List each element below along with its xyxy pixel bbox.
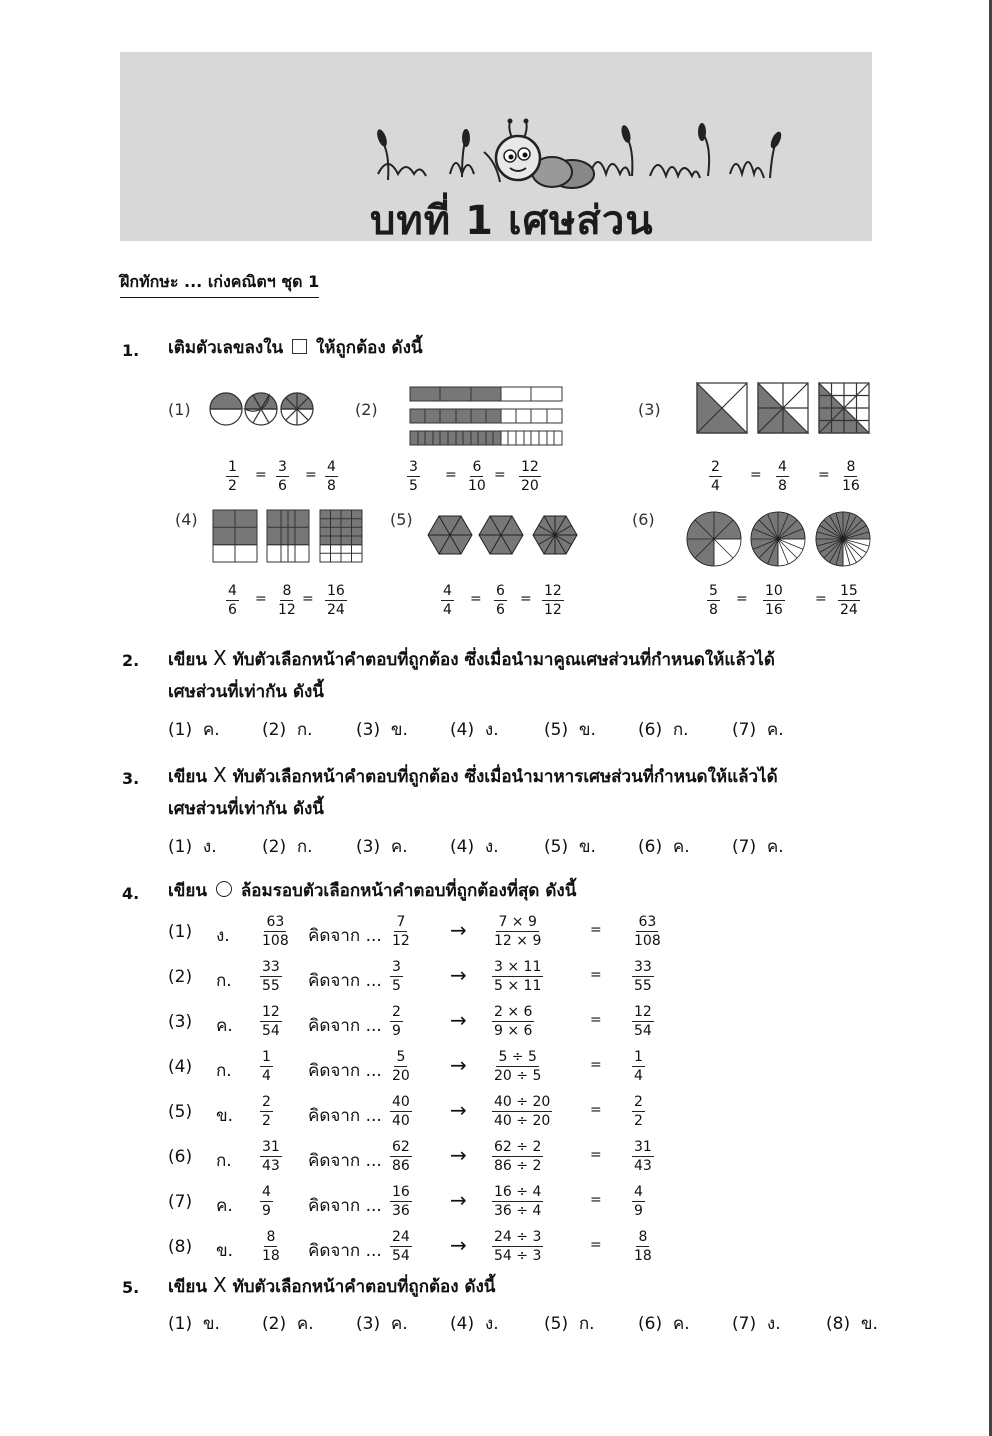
q1-fraction [542,583,564,618]
numerator: 10 [765,583,783,599]
q1-fraction [325,583,347,618]
numerator: 4 [228,583,237,599]
numerator: 4 [634,1184,643,1200]
equals-sign: = [750,467,762,483]
denominator: 5 [392,978,401,994]
equals-sign: = [590,1237,602,1253]
denominator: 54 [392,1248,410,1264]
denominator: 2 [228,478,237,494]
q4-row [168,1094,688,1134]
answer-item: (1) ข. [168,1314,220,1334]
equals-sign: = [494,467,506,483]
numerator: 3 [409,459,418,475]
exercise-subtitle: ฝึกทักษะ ... เก่งคณิตฯ ชุด 1 [120,270,319,298]
fraction-squares-icon [697,383,869,433]
numerator: 1 [262,1049,271,1065]
answer-item: (2) ค. [262,1314,314,1334]
numerator: 24 [392,1229,410,1245]
equals-sign: = [818,467,830,483]
equals-sign: = [305,467,317,483]
denominator: 54 [634,1023,652,1039]
numerator: 2 [262,1094,271,1110]
q3-line1: เขียน X ทับตัวเลือกหน้าคำตอบที่ถูกต้อง ซึ่งเมื่อนำมาหารเศษส่วนที่กำหนดให้แล้วได้ [168,763,778,787]
numerator: 33 [262,959,280,975]
numerator: 12 [262,1004,280,1020]
given-fraction [260,959,282,994]
given-fraction [260,1184,273,1219]
source-fraction [390,914,412,949]
denominator: 5 [409,478,418,494]
chapter-name: เศษส่วน [507,198,654,244]
answer-item: (7) ค. [732,720,784,740]
denominator: 36 ÷ 4 [494,1203,542,1219]
result-fraction [632,914,663,949]
row-choice: ก. [216,1061,232,1081]
numerator: 31 [262,1139,280,1155]
numerator: 5 [709,583,718,599]
denominator: 4 [262,1068,271,1084]
numerator: 24 ÷ 3 [494,1229,542,1245]
chapter-word: บทที่ [370,198,452,244]
answer-item: (6) ค. [638,1314,690,1334]
result-fraction [632,1004,654,1039]
given-fraction [260,1094,273,1129]
think-from-label: คิดจาก ... [308,1151,382,1171]
denominator: 16 [765,602,783,618]
chapter-number: 1 [465,198,494,244]
denominator: 12 [544,602,562,618]
arrow-icon: → [450,1143,467,1167]
answer-item: (4) ง. [450,837,499,857]
answer-item: (4) ง. [450,720,499,740]
numerator: 16 ÷ 4 [494,1184,542,1200]
denominator: 55 [634,978,652,994]
denominator: 36 [392,1203,410,1219]
answer-item: (3) ค. [356,1314,408,1334]
numerator: 33 [634,959,652,975]
q1-fraction [838,583,860,618]
denominator: 5 × 11 [494,978,542,994]
q1-fraction [519,459,541,494]
denominator: 9 [392,1023,401,1039]
given-fraction [260,1004,282,1039]
numerator: 12 [521,459,539,475]
denominator: 12 [278,602,296,618]
answer-item: (3) ข. [356,720,408,740]
answer-item: (6) ก. [638,720,689,740]
arrow-icon: → [450,1188,467,1212]
q1-fraction [276,583,298,618]
think-from-label: คิดจาก ... [308,1016,382,1036]
denominator: 6 [496,602,505,618]
numerator: 12 [544,583,562,599]
q4-row [168,1139,688,1179]
row-choice: ค. [216,1196,233,1216]
numerator: 8 [638,1229,648,1245]
row-label: (8) [168,1237,193,1257]
denominator: 12 × 9 [494,933,542,949]
think-from-label: คิดจาก ... [308,1241,382,1261]
q1-item-label: (1) [168,400,191,419]
numerator: 16 [327,583,345,599]
answer-item: (7) ง. [732,1314,781,1334]
q5-number: 5. [122,1278,140,1297]
operation-fraction [492,1184,543,1219]
denominator: 54 [262,1023,280,1039]
denominator: 8 [327,478,336,494]
operation-fraction [492,1094,552,1129]
q2-number: 2. [122,651,140,670]
q1-item-label: (6) [632,510,655,529]
q1-number: 1. [122,341,140,360]
x-mark-icon: X [212,1273,227,1297]
q1-fraction [226,583,239,618]
q5-answers [168,1310,920,1337]
denominator: 20 [521,478,539,494]
equals-sign: = [590,1147,602,1163]
source-fraction [390,1049,412,1084]
numerator: 40 ÷ 20 [494,1094,551,1110]
answer-item: (7) ค. [732,837,784,857]
q2-line2: เศษส่วนที่เท่ากัน ดังนี้ [168,682,324,702]
q1-text: เติมตัวเลขลงใน ให้ถูกต้อง ดังนี้ [168,338,423,358]
equals-sign: = [302,591,314,607]
equals-sign: = [590,1012,602,1028]
equals-sign: = [445,467,457,483]
q1-item-label: (4) [175,510,198,529]
q1-fraction [494,583,507,618]
numerator: 3 × 11 [494,959,542,975]
q1-fraction [276,459,289,494]
numerator: 2 × 6 [494,1004,533,1020]
denominator: 40 [392,1113,410,1129]
denominator: 9 × 6 [494,1023,533,1039]
q1-fraction [441,583,454,618]
row-choice: ข. [216,1106,234,1126]
fraction-grids-icon [213,510,362,562]
operation-fraction [492,914,543,949]
numerator: 2 [392,1004,401,1020]
numerator: 1 [228,459,237,475]
numerator: 16 [392,1184,410,1200]
numerator: 7 × 9 [498,914,537,930]
q1-fraction [707,583,720,618]
result-fraction [632,1229,654,1264]
denominator: 9 [262,1203,271,1219]
numerator: 8 [266,1229,276,1245]
q4-row [168,1229,688,1269]
denominator: 10 [468,478,486,494]
source-fraction [390,1184,412,1219]
q4-row [168,914,688,954]
numerator: 8 [846,459,856,475]
source-fraction [390,1139,412,1174]
denominator: 55 [262,978,280,994]
denominator: 108 [634,933,661,949]
denominator: 86 [392,1158,410,1174]
denominator: 12 [392,933,410,949]
row-label: (1) [168,922,193,942]
numerator: 1 [634,1049,643,1065]
q1-item-label: (5) [390,510,413,529]
answer-item: (5) ข. [544,720,596,740]
numerator: 5 ÷ 5 [498,1049,537,1065]
denominator: 18 [262,1248,280,1264]
numerator: 62 ÷ 2 [494,1139,542,1155]
q3-number: 3. [122,769,140,788]
numerator: 4 [443,583,452,599]
denominator: 4 [443,602,452,618]
numerator: 4 [327,459,336,475]
q4-row [168,1004,688,1044]
result-fraction [632,1049,645,1084]
operation-fraction [492,959,543,994]
row-label: (4) [168,1057,193,1077]
denominator: 6 [228,602,237,618]
arrow-icon: → [450,963,467,987]
q3-answers [168,833,826,860]
x-mark-icon: X [212,646,227,670]
numerator: 5 [396,1049,406,1065]
numerator: 63 [266,914,285,930]
operation-fraction [492,1139,543,1174]
operation-fraction [492,1229,543,1264]
q4-row [168,1049,688,1089]
equals-sign: = [590,1102,602,1118]
result-fraction [632,1094,645,1129]
operation-fraction [492,1004,534,1039]
equals-sign: = [736,591,748,607]
denominator: 20 ÷ 5 [494,1068,542,1084]
denominator: 24 [840,602,858,618]
numerator: 6 [472,459,482,475]
denominator: 18 [634,1248,652,1264]
equals-sign: = [255,467,267,483]
equals-sign: = [590,967,602,983]
numerator: 12 [634,1004,652,1020]
answer-item: (5) ข. [544,837,596,857]
operation-fraction [492,1049,543,1084]
denominator: 86 ÷ 2 [494,1158,542,1174]
q1-figures [0,0,992,640]
result-fraction [632,1139,654,1174]
q3-line2: เศษส่วนที่เท่ากัน ดังนี้ [168,799,324,819]
answer-item: (4) ง. [450,1314,499,1334]
denominator: 2 [634,1113,643,1129]
think-from-label: คิดจาก ... [308,1106,382,1126]
numerator: 4 [262,1184,271,1200]
given-fraction [260,914,291,949]
equals-sign: = [520,591,532,607]
denominator: 8 [709,602,718,618]
row-label: (3) [168,1012,193,1032]
equals-sign: = [255,591,267,607]
row-choice: ก. [216,1151,232,1171]
answer-item: (1) ค. [168,720,220,740]
q1-item-label: (3) [638,400,661,419]
numerator: 6 [496,583,505,599]
numerator: 15 [840,583,858,599]
answer-item: (2) ก. [262,837,313,857]
fraction-hexagons-icon [428,516,577,554]
row-label: (2) [168,967,193,987]
numerator: 40 [392,1094,410,1110]
source-fraction [390,959,403,994]
q1-fraction [840,459,862,494]
numerator: 63 [638,914,657,930]
denominator: 40 ÷ 20 [494,1113,551,1129]
equals-sign: = [590,922,602,938]
row-choice: ข. [216,1241,234,1261]
row-label: (6) [168,1147,193,1167]
equals-sign: = [590,1192,602,1208]
denominator: 108 [262,933,289,949]
think-from-label: คิดจาก ... [308,971,382,991]
q4-row [168,959,688,999]
fraction-circles-halves-icon [210,393,313,425]
answer-item: (6) ค. [638,837,690,857]
denominator: 4 [634,1068,643,1084]
denominator: 16 [842,478,860,494]
q1-item-label: (2) [355,400,378,419]
given-fraction [260,1139,282,1174]
numerator: 8 [282,583,292,599]
q4-text: เขียน ล้อมรอบตัวเลือกหน้าคำตอบที่ถูกต้องที่สุด ดังนี้ [168,881,577,901]
arrow-icon: → [450,1098,467,1122]
x-mark-icon: X [212,763,227,787]
arrow-icon: → [450,1233,467,1257]
given-fraction [260,1229,282,1264]
q1-fraction [407,459,420,494]
arrow-icon: → [450,1053,467,1077]
source-fraction [390,1094,412,1129]
equals-sign: = [590,1057,602,1073]
q1-fraction [466,459,488,494]
row-label: (5) [168,1102,193,1122]
answer-item: (1) ง. [168,837,217,857]
denominator: 43 [262,1158,280,1174]
source-fraction [390,1004,403,1039]
numerator: 62 [392,1139,410,1155]
result-fraction [632,959,654,994]
q4-row [168,1184,688,1224]
row-choice: ค. [216,1016,233,1036]
q1-fraction [226,459,239,494]
equals-sign: = [470,591,482,607]
denominator: 8 [778,478,787,494]
denominator: 4 [711,478,720,494]
circle-mark-icon [216,881,232,897]
q1-fraction [776,459,789,494]
denominator: 54 ÷ 3 [494,1248,542,1264]
numerator: 3 [278,459,287,475]
answer-item: (2) ก. [262,720,313,740]
think-from-label: คิดจาก ... [308,926,382,946]
denominator: 20 [392,1068,410,1084]
result-fraction [632,1184,645,1219]
fraction-bars-icon [410,387,562,445]
numerator: 31 [634,1139,652,1155]
denominator: 43 [634,1158,652,1174]
q1-fraction [325,459,338,494]
row-choice: ง. [216,926,230,946]
numerator: 7 [396,914,406,930]
denominator: 2 [262,1113,271,1129]
think-from-label: คิดจาก ... [308,1061,382,1081]
equals-sign: = [815,591,827,607]
row-label: (7) [168,1192,193,1212]
numerator: 3 [392,959,401,975]
q2-answers [168,716,826,743]
arrow-icon: → [450,918,467,942]
numerator: 2 [711,459,720,475]
q2-line1: เขียน X ทับตัวเลือกหน้าคำตอบที่ถูกต้อง ซึ่งเมื่อนำมาคูณเศษส่วนที่กำหนดให้แล้วได้ [168,646,775,670]
numerator: 4 [778,459,787,475]
denominator: 24 [327,602,345,618]
q5-text: เขียน X ทับตัวเลือกหน้าคำตอบที่ถูกต้อง ดังนี้ [168,1273,496,1297]
arrow-icon: → [450,1008,467,1032]
answer-item: (3) ค. [356,837,408,857]
given-fraction [260,1049,273,1084]
q1-fraction [763,583,785,618]
answer-item: (8) ข. [826,1314,878,1334]
source-fraction [390,1229,412,1264]
think-from-label: คิดจาก ... [308,1196,382,1216]
numerator: 2 [634,1094,643,1110]
row-choice: ก. [216,971,232,991]
q4-number: 4. [122,884,140,903]
q1-fraction [709,459,722,494]
denominator: 9 [634,1203,643,1219]
denominator: 6 [278,478,287,494]
answer-item: (5) ก. [544,1314,595,1334]
